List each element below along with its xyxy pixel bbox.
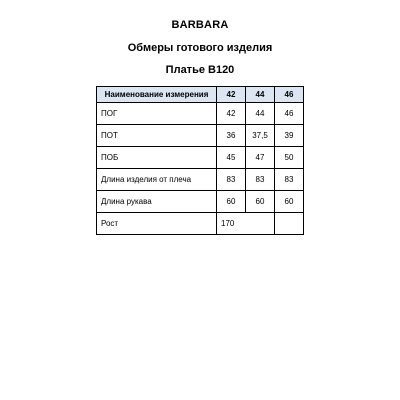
row-label: ПОБ <box>97 147 217 169</box>
measurements-table <box>96 86 304 235</box>
table-row <box>97 213 304 235</box>
table-row <box>97 147 304 169</box>
row-label: Рост <box>97 213 217 235</box>
document-title: Обмеры готового изделия <box>127 42 273 54</box>
column-header-size-46: 46 <box>275 87 304 103</box>
cell-value: 170 <box>217 213 275 235</box>
cell-value: 44 <box>246 103 275 125</box>
cell-value: 83 <box>246 169 275 191</box>
cell-value: 60 <box>217 191 246 213</box>
table-row <box>97 103 304 125</box>
cell-value: 36 <box>217 125 246 147</box>
cell-value: 45 <box>217 147 246 169</box>
column-header-measurement: Наименование измерения <box>97 87 217 103</box>
row-label: Длина изделия от плеча <box>97 169 217 191</box>
cell-value: 83 <box>217 169 246 191</box>
brand-name: BARBARA <box>171 19 229 31</box>
cell-value: 60 <box>275 191 304 213</box>
cell-value: 42 <box>217 103 246 125</box>
row-label: ПОТ <box>97 125 217 147</box>
column-header-size-42: 42 <box>217 87 246 103</box>
cell-value: 50 <box>275 147 304 169</box>
table-row <box>97 169 304 191</box>
row-label: ПОГ <box>97 103 217 125</box>
cell-value: 60 <box>246 191 275 213</box>
cell-value: 83 <box>275 169 304 191</box>
cell-value: 46 <box>275 103 304 125</box>
table-row <box>97 125 304 147</box>
cell-value: 47 <box>246 147 275 169</box>
column-header-size-44: 44 <box>246 87 275 103</box>
table-row <box>97 191 304 213</box>
row-label: Длина рукава <box>97 191 217 213</box>
table-header-row <box>97 87 304 103</box>
product-model: Платье В120 <box>165 64 235 76</box>
cell-value: 37,5 <box>246 125 275 147</box>
cell-value: 39 <box>275 125 304 147</box>
cell-value-empty <box>275 213 304 235</box>
